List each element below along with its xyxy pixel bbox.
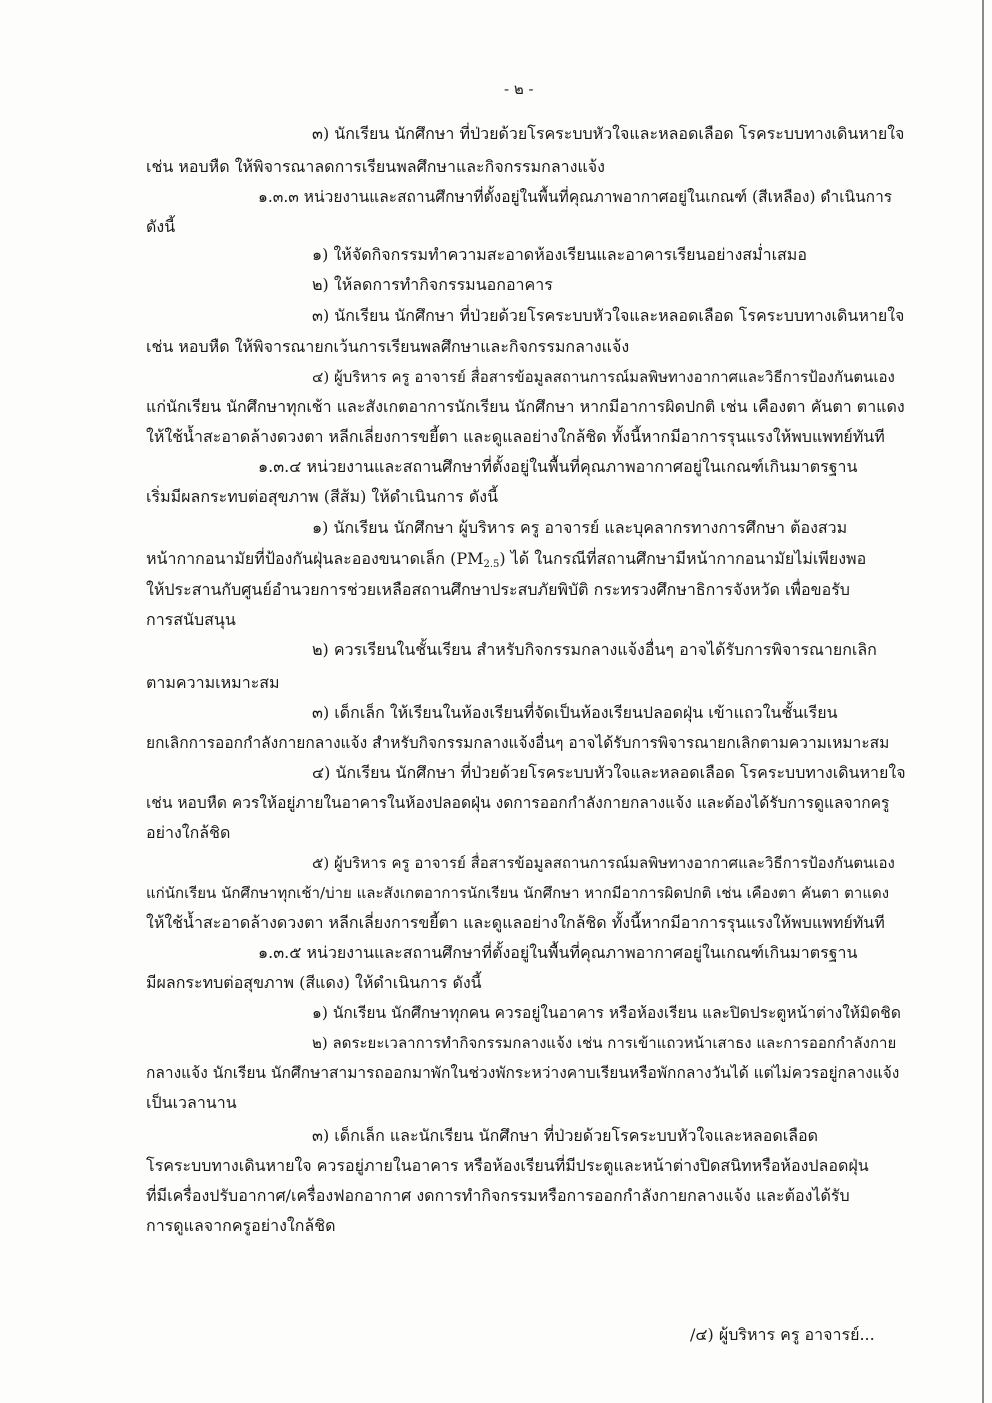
text-line: การสนับสนุน [146,610,236,629]
text-line: ให้ใช้น้ำสะอาดล้างดวงตา หลีกเลี่ยงการขยี้ตา และดูแลอย่างใกล้ชิด ทั้งนี้หากมีอาการรุนแรงให้พบแพทย์ทันที [146,913,885,932]
text-line: ๑) นักเรียน นักศึกษาทุกคน ควรอยู่ในอาคาร หรือห้องเรียน และปิดประตูหน้าต่างให้มิดชิด [312,1004,901,1022]
text-span: ) ได้ ในกรณีที่สถานศึกษามีหน้ากากอนามัยไม่เพียงพอ [499,549,867,568]
text-line: อย่างใกล้ชิด [146,823,231,842]
text-line: ให้ใช้น้ำสะอาดล้างดวงตา หลีกเลี่ยงการขยี้ตา และดูแลอย่างใกล้ชิด ทั้งนี้หากมีอาการรุนแรงให้พบแพทย์ทันที [146,427,885,446]
page-number: - ๒ - [504,80,534,98]
text-line: เริ่มมีผลกระทบต่อสุขภาพ (สีส้ม) ให้ดำเนินการ ดังนี้ [146,487,498,506]
text-line: ที่มีเครื่องปรับอากาศ/เครื่องฟอกอากาศ งดการทำกิจกรรมหรือการออกกำลังกายกลางแจ้ง และต้องได้รับ [146,1186,850,1205]
text-line: ๑.๓.๔ หน่วยงานและสถานศึกษาที่ตั้งอยู่ในพื้นที่คุณภาพอากาศอยู่ในเกณฑ์เกินมาตรฐาน [258,457,858,476]
text-line [146,549,866,569]
text-line: ยกเลิกการออกกำลังกายกลางแจ้ง สำหรับกิจกรรมกลางแจ้งอื่นๆ อาจได้รับการพิจารณายกเลิกตามความเหมาะสม [146,734,890,752]
text-line: ดังนี้ [146,217,176,236]
text-span: หน้ากากอนามัยที่ป้องกันฝุ่นละอองขนาดเล็ก (PM [146,549,484,568]
continuation-note: /๔) ผู้บริหาร ครู อาจารย์... [690,1325,875,1344]
text-line: การดูแลจากครูอย่างใกล้ชิด [146,1216,336,1235]
text-line: ๒) ให้ลดการทำกิจกรรมนอกอาคาร [312,275,553,294]
text-line: เช่น หอบหืด ให้พิจารณาลดการเรียนพลศึกษาและกิจกรรมกลางแจ้ง [146,157,605,176]
text-line: กลางแจ้ง นักเรียน นักศึกษาสามารถออกมาพักในช่วงพักระหว่างคาบเรียนหรือพักกลางวันได้ แต่ไม่ควรอยู่กลางแจ้ง [146,1064,900,1082]
text-line: ๑) ให้จัดกิจกรรมทำความสะอาดห้องเรียนและอาคารเรียนอย่างสม่ำเสมอ [312,245,807,264]
text-line: แก่นักเรียน นักศึกษาทุกเช้า/บ่าย และสังเกตอาการนักเรียน นักศึกษา หากมีอาการผิดปกติ เช่น เคืองตา คันตา ตาแดง [146,884,890,902]
text-line: เช่น หอบหืด ควรให้อยู่ภายในอาคารในห้องปลอดฝุ่น งดการออกกำลังกายกลางแจ้ง และต้องได้รับการดูแลจากครู [146,794,890,812]
text-line: ๓) เด็กเล็ก ให้เรียนในห้องเรียนที่จัดเป็นห้องเรียนปลอดฝุ่น เข้าแถวในชั้นเรียน [312,703,838,722]
text-line: ๑.๓.๕ หน่วยงานและสถานศึกษาที่ตั้งอยู่ในพื้นที่คุณภาพอากาศอยู่ในเกณฑ์เกินมาตรฐาน [258,943,858,962]
text-line: เช่น หอบหืด ให้พิจารณายกเว้นการเรียนพลศึกษาและกิจกรรมกลางแจ้ง [146,337,630,356]
subscript: 2.5 [483,559,500,570]
text-line: ให้ประสานกับศูนย์อำนวยการช่วยเหลือสถานศึกษาประสบภัยพิบัติ กระทรวงศึกษาธิการจังหวัด เพื่อขอรับ [146,580,850,599]
page-edge-shadow [982,0,984,1403]
text-line: ๑.๓.๓ หน่วยงานและสถานศึกษาที่ตั้งอยู่ในพื้นที่คุณภาพอากาศอยู่ในเกณฑ์ (สีเหลือง) ดำเนินการ [258,188,893,206]
text-line: ๔) นักเรียน นักศึกษา ที่ป่วยด้วยโรคระบบหัวใจและหลอดเลือด โรคระบบทางเดินหายใจ [312,763,906,782]
text-line: ๓) นักเรียน นักศึกษา ที่ป่วยด้วยโรคระบบหัวใจและหลอดเลือด โรคระบบทางเดินหายใจ [312,306,905,325]
text-line: ๑) นักเรียน นักศึกษา ผู้บริหาร ครู อาจารย์ และบุคลากรทางการศึกษา ต้องสวม [312,518,848,537]
text-line: ๕) ผู้บริหาร ครู อาจารย์ สื่อสารข้อมูลสถานการณ์มลพิษทางอากาศและวิธีการป้องกันตนเอง [312,854,895,872]
text-line: ๒) ลดระยะเวลาการทำกิจกรรมกลางแจ้ง เช่น การเข้าแถวหน้าเสาธง และการออกกำลังกาย [312,1034,897,1052]
text-line: เป็นเวลานาน [146,1093,237,1112]
text-line: โรคระบบทางเดินหายใจ ควรอยู่ภายในอาคาร หรือห้องเรียนที่มีประตูและหน้าต่างปิดสนิทหรือห้องปลอดฝุ่น [146,1156,869,1175]
text-line: ๓) นักเรียน นักศึกษา ที่ป่วยด้วยโรคระบบหัวใจและหลอดเลือด โรคระบบทางเดินหายใจ [312,124,905,143]
text-line: ๔) ผู้บริหาร ครู อาจารย์ สื่อสารข้อมูลสถานการณ์มลพิษทางอากาศและวิธีการป้องกันตนเอง [312,368,895,386]
text-line: มีผลกระทบต่อสุขภาพ (สีแดง) ให้ดำเนินการ ดังนี้ [146,973,482,992]
text-line: แก่นักเรียน นักศึกษาทุกเช้า และสังเกตอาการนักเรียน นักศึกษา หากมีอาการผิดปกติ เช่น เคืองตา คันตา ตาแดง [146,397,905,416]
text-line: ๓) เด็กเล็ก และนักเรียน นักศึกษา ที่ป่วยด้วยโรคระบบหัวใจและหลอดเลือด [312,1126,818,1145]
text-line: ๒) ควรเรียนในชั้นเรียน สำหรับกิจกรรมกลางแจ้งอื่นๆ อาจได้รับการพิจารณายกเลิก [312,640,877,659]
text-line: ตามความเหมาะสม [146,673,280,692]
